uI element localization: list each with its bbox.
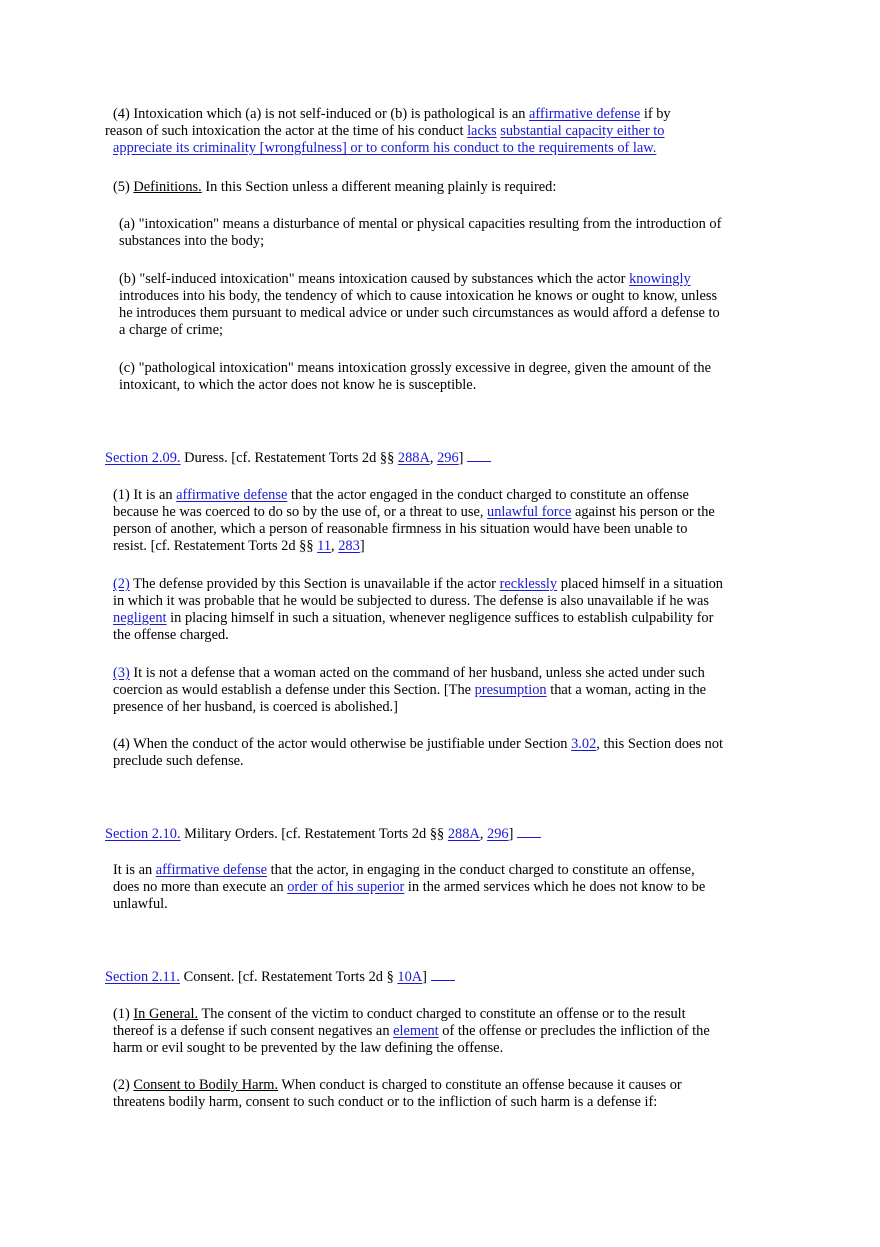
paragraph-definition-a: (a) "intoxication" means a disturbance of mental or physical capacities resulting from the introduction of substances into the body; xyxy=(119,216,722,249)
paragraph-intoxication-4: (4) Intoxication which (a) is not self-induced or (b) is pathological is an affirmative defense if by reason of such intoxication the actor at the time of his conduct lacks substantial capacity either to appreciate its criminality [wrongfulness] or to conform his conduct to the requirements of law. xyxy=(105,106,671,156)
link-underline-trail xyxy=(431,968,455,981)
link-2[interactable]: (2) xyxy=(113,576,130,592)
link-10a[interactable]: 10A xyxy=(397,969,423,985)
link-knowingly[interactable]: knowingly xyxy=(629,271,691,287)
link-affirmative-defense[interactable]: affirmative defense xyxy=(176,487,288,503)
link-296[interactable]: 296 xyxy=(487,826,509,842)
link-section-2-11[interactable]: Section 2.11. xyxy=(105,969,181,985)
link-288a[interactable]: 288A xyxy=(397,450,430,466)
link-288a[interactable]: 288A xyxy=(447,826,480,842)
link-affirmative-defense[interactable]: affirmative defense xyxy=(155,862,267,878)
paragraph-duress-3: (3) It is not a defense that a woman acted on the command of her husband, unless she acted under such coercion as would establish a defense under this Section. [The presumption that a woman, acting in the presence of her husband, is coerced is abolished.] xyxy=(113,665,707,715)
paragraph-duress-4: (4) When the conduct of the actor would otherwise be justifiable under Section 3.02, this Section does not preclude such defense. xyxy=(113,736,724,769)
heading-in-general: In General. xyxy=(133,1006,199,1022)
link-11[interactable]: 11 xyxy=(317,538,332,554)
link-section-2-09[interactable]: Section 2.09. xyxy=(105,450,181,466)
link-underline-trail xyxy=(517,825,541,838)
link-affirmative-defense[interactable]: affirmative defense xyxy=(529,106,641,122)
link-unlawful-force[interactable]: unlawful force xyxy=(487,504,572,520)
paragraph-consent-2: (2) Consent to Bodily Harm. When conduct is charged to constitute an offense because it causes or threatens bodily harm, consent to such conduct or to the infliction of such harm is a defense if: xyxy=(113,1077,682,1110)
paragraph-definitions: (5) Definitions. In this Section unless a different meaning plainly is required: xyxy=(113,179,557,195)
heading-consent-bodily-harm: Consent to Bodily Harm. xyxy=(133,1077,279,1093)
link-recklessly[interactable]: recklessly xyxy=(499,576,558,592)
link-element[interactable]: element xyxy=(393,1023,439,1039)
link-3-02[interactable]: 3.02 xyxy=(571,736,597,752)
paragraph-consent-1: (1) In General. The consent of the victim to conduct charged to constitute an offense or to the result thereof is a defense if such consent negatives an element of the offense or precludes the infliction of the harm or evil sought to be prevented by the law defining the offense. xyxy=(113,1006,710,1056)
heading-definitions: Definitions. xyxy=(133,179,202,195)
link-section-2-10[interactable]: Section 2.10. xyxy=(105,826,181,842)
paragraph-duress-1: (1) It is an affirmative defense that the actor engaged in the conduct charged to constitute an offense because he was coerced to do so by the use of, or a threat to use, unlawful force against his person or the person of another, which a person of reasonable firmness in his situation would have been unable to resist. [cf. Restatement Torts 2d §§ 11, 283] xyxy=(113,487,715,554)
link-substantial-capacity[interactable]: substantial capacity either to appreciate its criminality [wrongfulness] or to conform his conduct to the requirements of law. xyxy=(113,123,665,156)
paragraph-military-orders: It is an affirmative defense that the actor, in engaging in the conduct charged to constitute an offense, does no more than execute an order of his superior in the armed services which he does not know to be unlawful. xyxy=(113,862,706,912)
link-presumption[interactable]: presumption xyxy=(474,682,547,698)
link-283[interactable]: 283 xyxy=(338,538,360,554)
link-3[interactable]: (3) xyxy=(113,665,130,681)
paragraph-definition-c: (c) "pathological intoxication" means intoxication grossly excessive in degree, given the amount of the intoxicant, to which the actor does not know he is susceptible. xyxy=(119,360,712,393)
link-underline-trail xyxy=(467,449,491,462)
paragraph-duress-2: (2) The defense provided by this Section is unavailable if the actor recklessly placed himself in a situation in which it was probable that he would be subjected to duress. The defense is also unavailable if he was negligent in placing himself in such a situation, whenever negligence suffices to establish culpability for the offense charged. xyxy=(113,576,723,643)
link-negligent[interactable]: negligent xyxy=(113,610,167,626)
paragraph-definition-b: (b) "self-induced intoxication" means intoxication caused by substances which the actor knowingly introduces into his body, the tendency of which to cause intoxication he knows or ought to know, unless he introduces them pursuant to medical advice or under such circumstances as would afford a defense to a charge of crime; xyxy=(119,271,720,338)
heading-section-2-11: Section 2.11. Consent. [cf. Restatement Torts 2d § 10A] xyxy=(105,968,715,986)
heading-section-2-10: Section 2.10. Military Orders. [cf. Restatement Torts 2d §§ 288A, 296] xyxy=(105,825,715,843)
heading-section-2-09: Section 2.09. Duress. [cf. Restatement Torts 2d §§ 288A, 296] xyxy=(105,449,715,467)
link-order-of-superior[interactable]: order of his superior xyxy=(287,879,405,895)
link-296[interactable]: 296 xyxy=(437,450,459,466)
link-lacks[interactable]: lacks xyxy=(467,123,497,139)
